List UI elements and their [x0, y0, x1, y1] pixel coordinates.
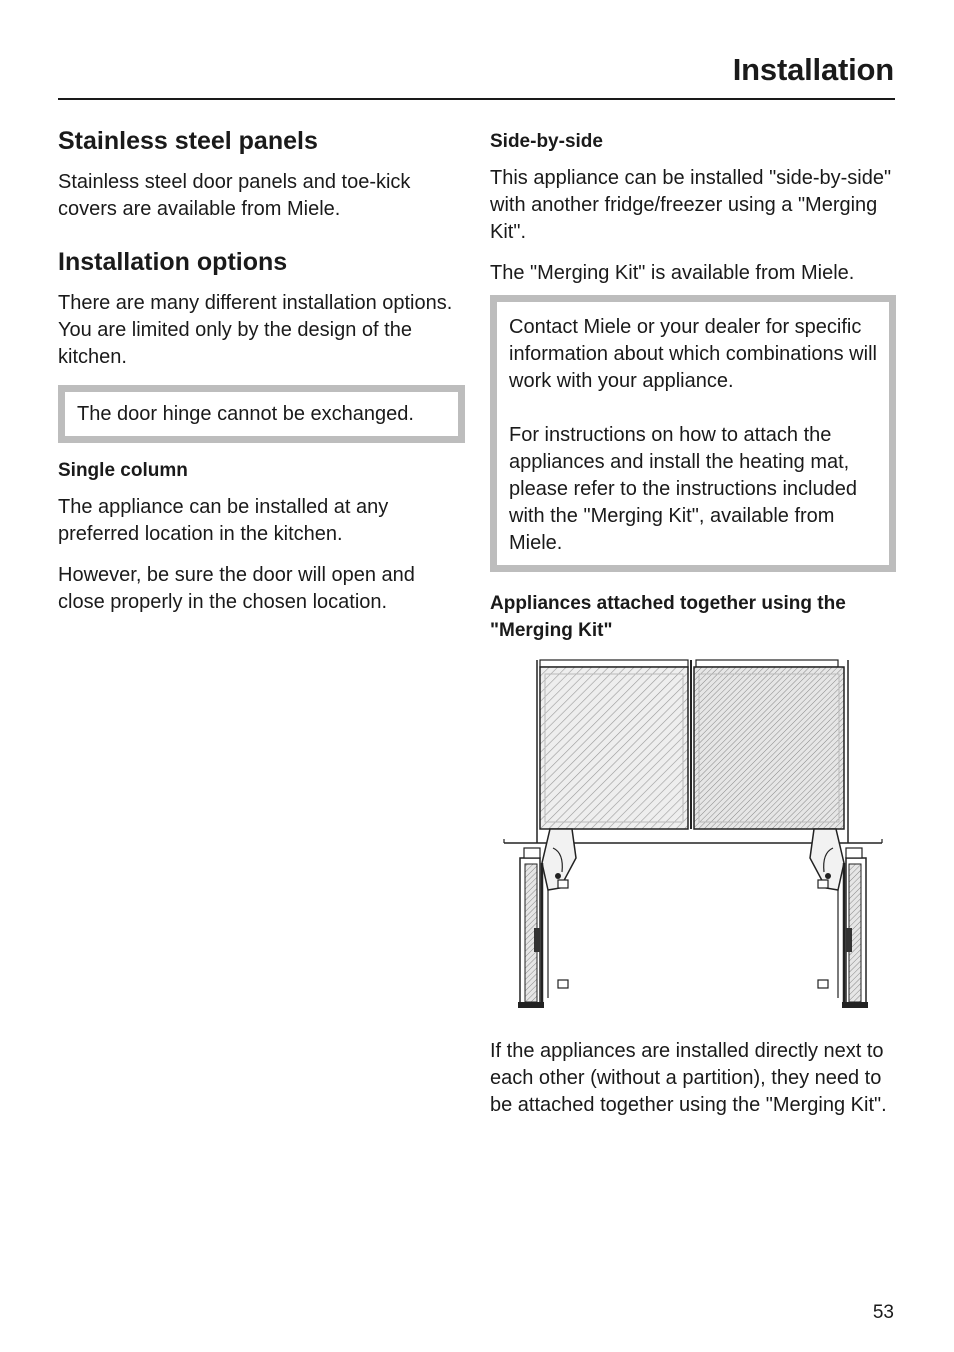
side-by-side-text-1: This appliance can be installed "side-by-side" with another fridge/freezer using a "Merging Kit". [490, 167, 892, 243]
installation-options-text: There are many different installation options. You are limited only by the design of the kitchen. [58, 292, 453, 368]
installation-options-heading: Installation options [58, 248, 288, 276]
contact-miele-note [490, 295, 896, 572]
figure-explanation-text: If the appliances are installed directly next to each other (without a partition), they need to be attached together using the "Merging Kit". [490, 1040, 887, 1116]
merging-kit-illustration [490, 658, 896, 1018]
merging-kit-instructions-text: For instructions on how to attach the appliances and install the heating mat, please refer to the instructions included with the "Merging Kit", available from Miele. [509, 424, 857, 554]
side-by-side-text-2: The "Merging Kit" is available from Miele. [490, 262, 855, 284]
single-column-text-1: The appliance can be installed at any preferred location in the kitchen. [58, 496, 389, 545]
figure-caption: Appliances attached together using the "Merging Kit" [490, 593, 846, 641]
single-column-heading: Single column [58, 460, 188, 481]
page-number: 53 [872, 1302, 894, 1323]
left-column [58, 124, 465, 630]
page-header-title: Installation [732, 52, 894, 87]
door-hinge-note [58, 385, 465, 443]
door-hinge-note-text: The door hinge cannot be exchanged. [77, 403, 414, 425]
stainless-panels-text: Stainless steel door panels and toe-kick covers are available from Miele. [58, 171, 411, 220]
stainless-panels-heading: Stainless steel panels [58, 127, 318, 155]
header-divider [58, 98, 895, 100]
right-column [490, 124, 896, 1133]
single-column-text-2: However, be sure the door will open and close properly in the chosen location. [58, 564, 415, 613]
contact-miele-note-text: Contact Miele or your dealer for specific information about which combinations will work with your appliance. [509, 316, 877, 392]
side-by-side-heading: Side-by-side [490, 131, 603, 152]
